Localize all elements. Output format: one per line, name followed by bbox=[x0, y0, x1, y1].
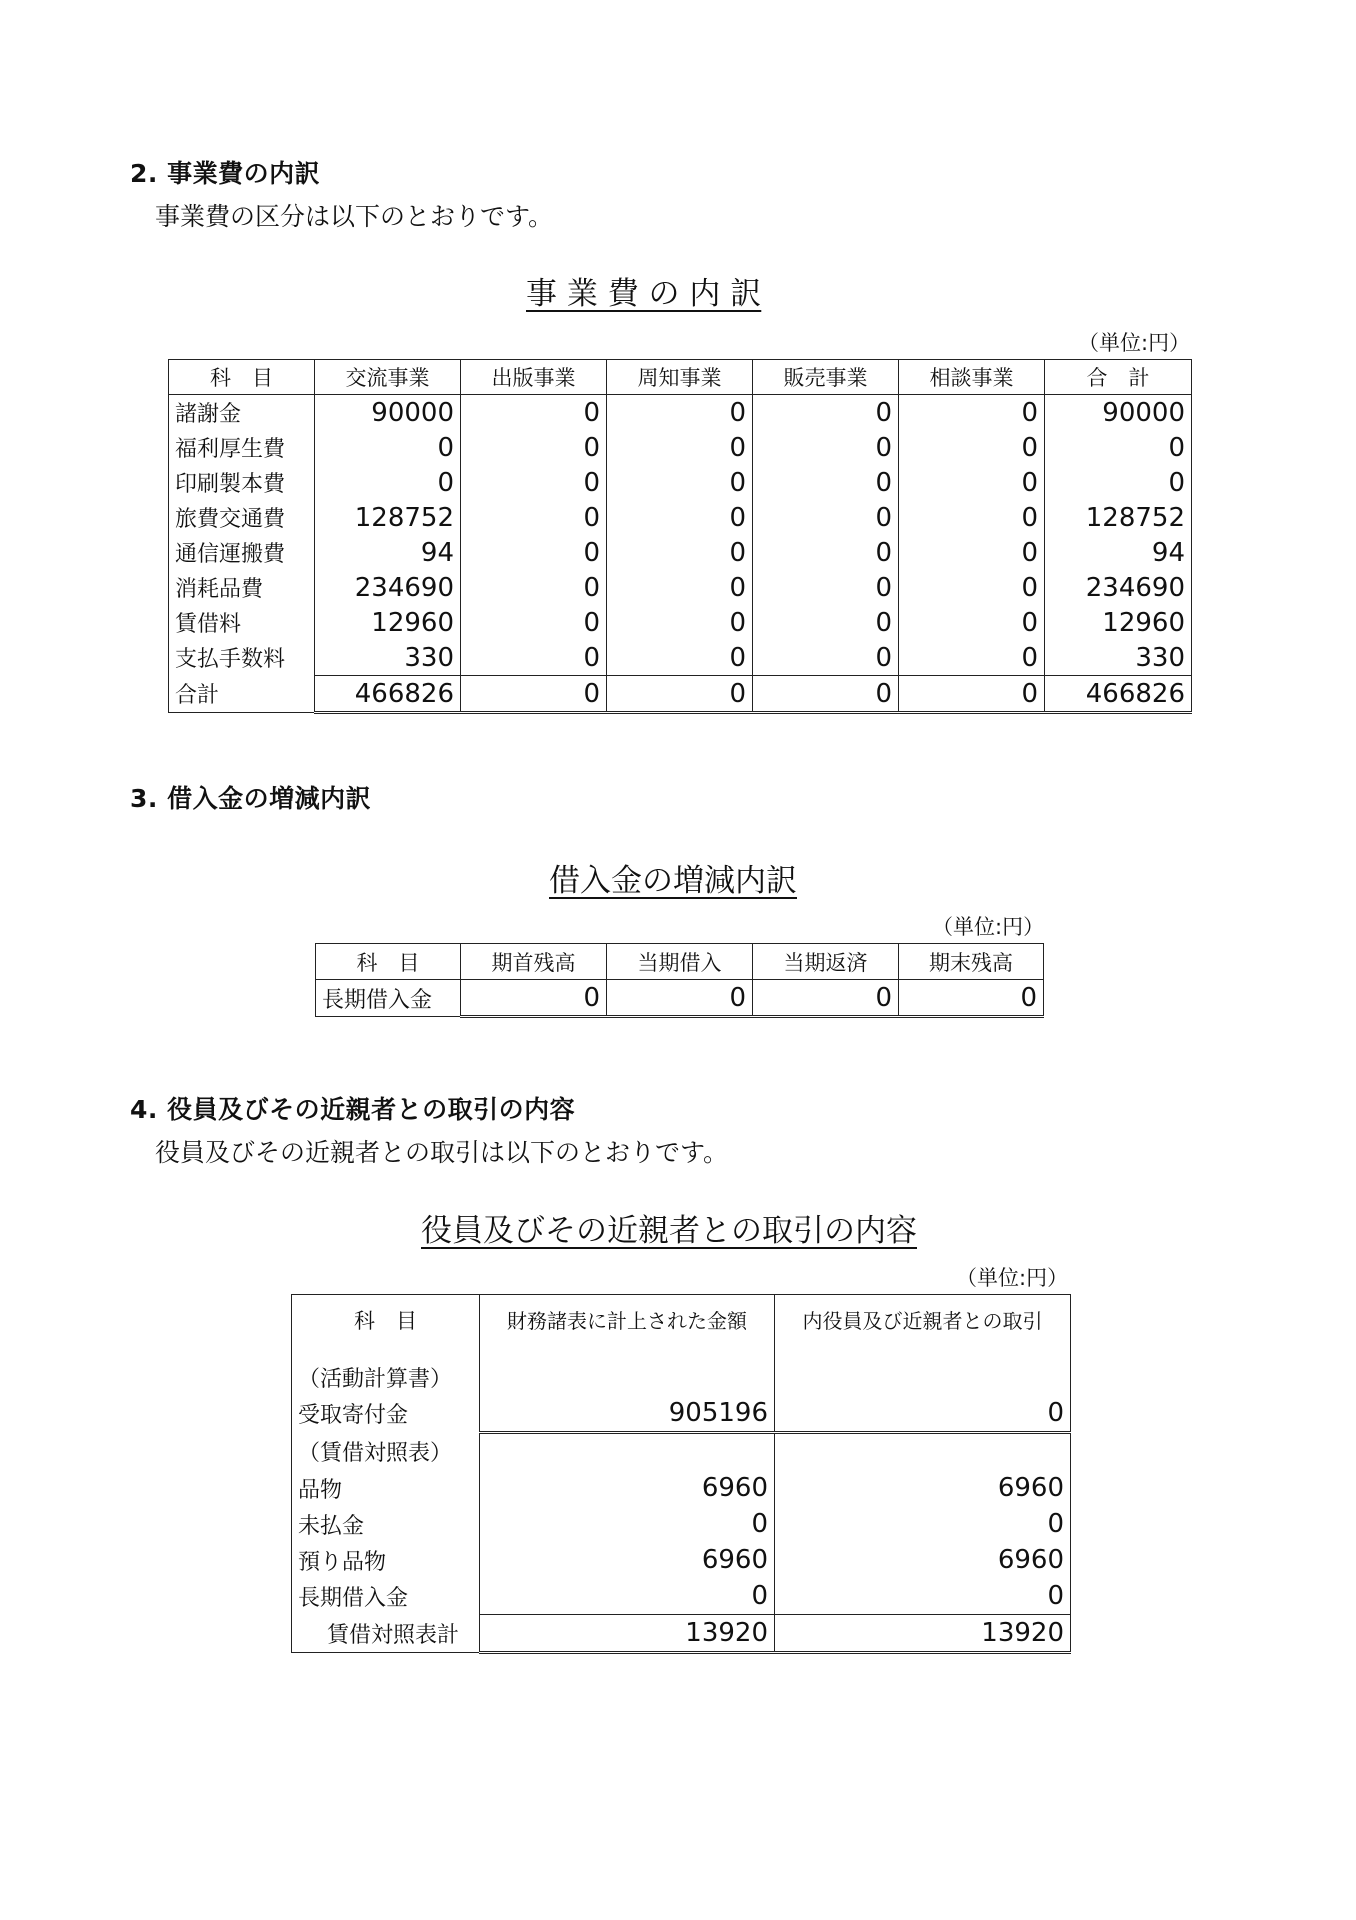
table-row bbox=[169, 640, 1192, 676]
cell-value: 0 bbox=[899, 605, 1045, 640]
cell-value: 0 bbox=[1045, 430, 1192, 465]
cell-value: 0 bbox=[461, 980, 607, 1017]
section-3-heading: 3. 借入金の増減内訳 bbox=[130, 784, 372, 813]
table-header-row bbox=[169, 360, 1192, 395]
cell-value: 13920 bbox=[775, 1615, 1071, 1653]
cell-value: 0 bbox=[753, 676, 899, 713]
loan-table-unit: （単位:円） bbox=[932, 915, 1045, 939]
cell-value: 12960 bbox=[315, 605, 461, 640]
table-row bbox=[169, 605, 1192, 640]
cell-value: 330 bbox=[1045, 640, 1192, 676]
row-label: 長期借入金 bbox=[292, 1578, 480, 1615]
table-row bbox=[169, 430, 1192, 465]
cell-value: 12960 bbox=[1045, 605, 1192, 640]
cell-value: 0 bbox=[461, 500, 607, 535]
cell-value: 466826 bbox=[315, 676, 461, 713]
row-label: 旅費交通費 bbox=[169, 500, 315, 535]
table-row bbox=[169, 535, 1192, 570]
cell-value: 0 bbox=[607, 980, 753, 1017]
cell-value: 6960 bbox=[480, 1470, 775, 1506]
cell-value: 0 bbox=[461, 395, 607, 431]
row-label: 諸謝金 bbox=[169, 395, 315, 431]
table-row bbox=[292, 1542, 1071, 1578]
cell-value: 0 bbox=[899, 430, 1045, 465]
row-label: 賃借対照表計 bbox=[292, 1615, 480, 1653]
cell-value: 0 bbox=[753, 605, 899, 640]
cell-value bbox=[480, 1359, 775, 1395]
header-closing-balance: 期末残高 bbox=[899, 944, 1044, 980]
cell-value: 0 bbox=[753, 395, 899, 431]
row-label: 印刷製本費 bbox=[169, 465, 315, 500]
loan-table-title: 借入金の増減内訳 bbox=[549, 863, 797, 899]
cell-value: 0 bbox=[899, 395, 1045, 431]
cell-value bbox=[775, 1359, 1071, 1395]
header-repayment: 当期返済 bbox=[753, 944, 899, 980]
row-label: 品物 bbox=[292, 1470, 480, 1506]
cell-value: 0 bbox=[899, 500, 1045, 535]
cell-value: 94 bbox=[315, 535, 461, 570]
cell-value: 0 bbox=[899, 980, 1044, 1017]
header-publishing: 出版事業 bbox=[461, 360, 607, 395]
header-officer-transactions: 内役員及び近親者との取引 bbox=[775, 1295, 1071, 1360]
header-borrowing: 当期借入 bbox=[607, 944, 753, 980]
table-row bbox=[169, 465, 1192, 500]
row-label: 通信運搬費 bbox=[169, 535, 315, 570]
section-2-intro: 事業費の区分は以下のとおりです。 bbox=[155, 202, 554, 231]
cell-value: 466826 bbox=[1045, 676, 1192, 713]
table-header-row bbox=[292, 1295, 1071, 1360]
cell-value: 234690 bbox=[315, 570, 461, 605]
row-label: 預り品物 bbox=[292, 1542, 480, 1578]
cell-value: 0 bbox=[480, 1578, 775, 1615]
cell-value: 0 bbox=[753, 640, 899, 676]
cell-value: 0 bbox=[461, 640, 607, 676]
header-financial-statement-amount: 財務諸表に計上された金額 bbox=[480, 1295, 775, 1360]
cell-value: 0 bbox=[607, 570, 753, 605]
header-total: 合 計 bbox=[1045, 360, 1192, 395]
cell-value: 13920 bbox=[480, 1615, 775, 1653]
row-label: 支払手数料 bbox=[169, 640, 315, 676]
table-row bbox=[292, 1395, 1071, 1433]
cell-value: 0 bbox=[461, 605, 607, 640]
table-row bbox=[292, 1578, 1071, 1615]
total-row bbox=[292, 1615, 1071, 1653]
cell-value: 0 bbox=[461, 430, 607, 465]
cell-value: 90000 bbox=[315, 395, 461, 431]
section-4-heading: 4. 役員及びその近親者との取引の内容 bbox=[130, 1095, 576, 1124]
header-consultation: 相談事業 bbox=[899, 360, 1045, 395]
cell-value: 0 bbox=[753, 430, 899, 465]
cell-value: 0 bbox=[315, 465, 461, 500]
expense-breakdown-table bbox=[168, 359, 1192, 714]
officer-transactions-table-unit: （単位:円） bbox=[956, 1266, 1069, 1290]
total-row bbox=[169, 676, 1192, 713]
cell-value: 0 bbox=[899, 535, 1045, 570]
officer-transactions-table-title: 役員及びその近親者との取引の内容 bbox=[421, 1213, 917, 1249]
cell-value: 0 bbox=[607, 605, 753, 640]
cell-value bbox=[775, 1433, 1071, 1471]
cell-value: 6960 bbox=[480, 1542, 775, 1578]
cell-value: 0 bbox=[753, 535, 899, 570]
cell-value: 0 bbox=[753, 570, 899, 605]
cell-value: 0 bbox=[461, 535, 607, 570]
cell-value: 94 bbox=[1045, 535, 1192, 570]
table-row bbox=[316, 980, 1044, 1017]
table-row bbox=[169, 395, 1192, 431]
row-label: 合計 bbox=[169, 676, 315, 713]
cell-value: 0 bbox=[607, 500, 753, 535]
expense-table-unit: （単位:円） bbox=[1078, 331, 1191, 355]
cell-value: 0 bbox=[899, 465, 1045, 500]
cell-value bbox=[480, 1433, 775, 1471]
cell-value: 234690 bbox=[1045, 570, 1192, 605]
row-label: （賃借対照表） bbox=[292, 1433, 480, 1471]
header-exchange: 交流事業 bbox=[315, 360, 461, 395]
table-row bbox=[292, 1433, 1071, 1471]
header-opening-balance: 期首残高 bbox=[461, 944, 607, 980]
header-sales: 販売事業 bbox=[753, 360, 899, 395]
section-4-intro: 役員及びその近親者との取引は以下のとおりです。 bbox=[155, 1138, 729, 1167]
loan-change-table bbox=[315, 943, 1044, 1018]
cell-value: 0 bbox=[607, 640, 753, 676]
header-subject: 科 目 bbox=[316, 944, 461, 980]
row-label: 福利厚生費 bbox=[169, 430, 315, 465]
table-row bbox=[169, 570, 1192, 605]
section-2-heading: 2. 事業費の内訳 bbox=[130, 159, 321, 188]
cell-value: 0 bbox=[775, 1506, 1071, 1542]
header-subject: 科 目 bbox=[292, 1295, 480, 1360]
row-label: 消耗品費 bbox=[169, 570, 315, 605]
cell-value: 6960 bbox=[775, 1542, 1071, 1578]
cell-value: 0 bbox=[899, 640, 1045, 676]
table-row bbox=[169, 500, 1192, 535]
table-row bbox=[292, 1470, 1071, 1506]
cell-value: 330 bbox=[315, 640, 461, 676]
cell-value: 0 bbox=[461, 676, 607, 713]
expense-table-title: 事 業 費 の 内 訳 bbox=[526, 276, 762, 312]
cell-value: 0 bbox=[461, 465, 607, 500]
cell-value: 90000 bbox=[1045, 395, 1192, 431]
row-label: 受取寄付金 bbox=[292, 1395, 480, 1433]
cell-value: 128752 bbox=[1045, 500, 1192, 535]
cell-value: 0 bbox=[753, 980, 899, 1017]
cell-value: 0 bbox=[607, 430, 753, 465]
cell-value: 0 bbox=[607, 676, 753, 713]
cell-value: 0 bbox=[480, 1506, 775, 1542]
cell-value: 0 bbox=[775, 1395, 1071, 1433]
officer-transactions-table bbox=[291, 1294, 1071, 1654]
cell-value: 0 bbox=[775, 1578, 1071, 1615]
cell-value: 0 bbox=[899, 570, 1045, 605]
cell-value: 0 bbox=[753, 500, 899, 535]
cell-value: 0 bbox=[1045, 465, 1192, 500]
row-label: （活動計算書） bbox=[292, 1359, 480, 1395]
cell-value: 905196 bbox=[480, 1395, 775, 1433]
cell-value: 0 bbox=[607, 465, 753, 500]
cell-value: 0 bbox=[315, 430, 461, 465]
header-awareness: 周知事業 bbox=[607, 360, 753, 395]
cell-value: 6960 bbox=[775, 1470, 1071, 1506]
row-label: 未払金 bbox=[292, 1506, 480, 1542]
cell-value: 0 bbox=[899, 676, 1045, 713]
cell-value: 0 bbox=[753, 465, 899, 500]
cell-value: 0 bbox=[607, 395, 753, 431]
row-label: 賃借料 bbox=[169, 605, 315, 640]
table-row bbox=[292, 1359, 1071, 1395]
cell-value: 128752 bbox=[315, 500, 461, 535]
header-subject: 科 目 bbox=[169, 360, 315, 395]
row-label: 長期借入金 bbox=[316, 980, 461, 1017]
cell-value: 0 bbox=[607, 535, 753, 570]
table-header-row bbox=[316, 944, 1044, 980]
table-row bbox=[292, 1506, 1071, 1542]
cell-value: 0 bbox=[461, 570, 607, 605]
